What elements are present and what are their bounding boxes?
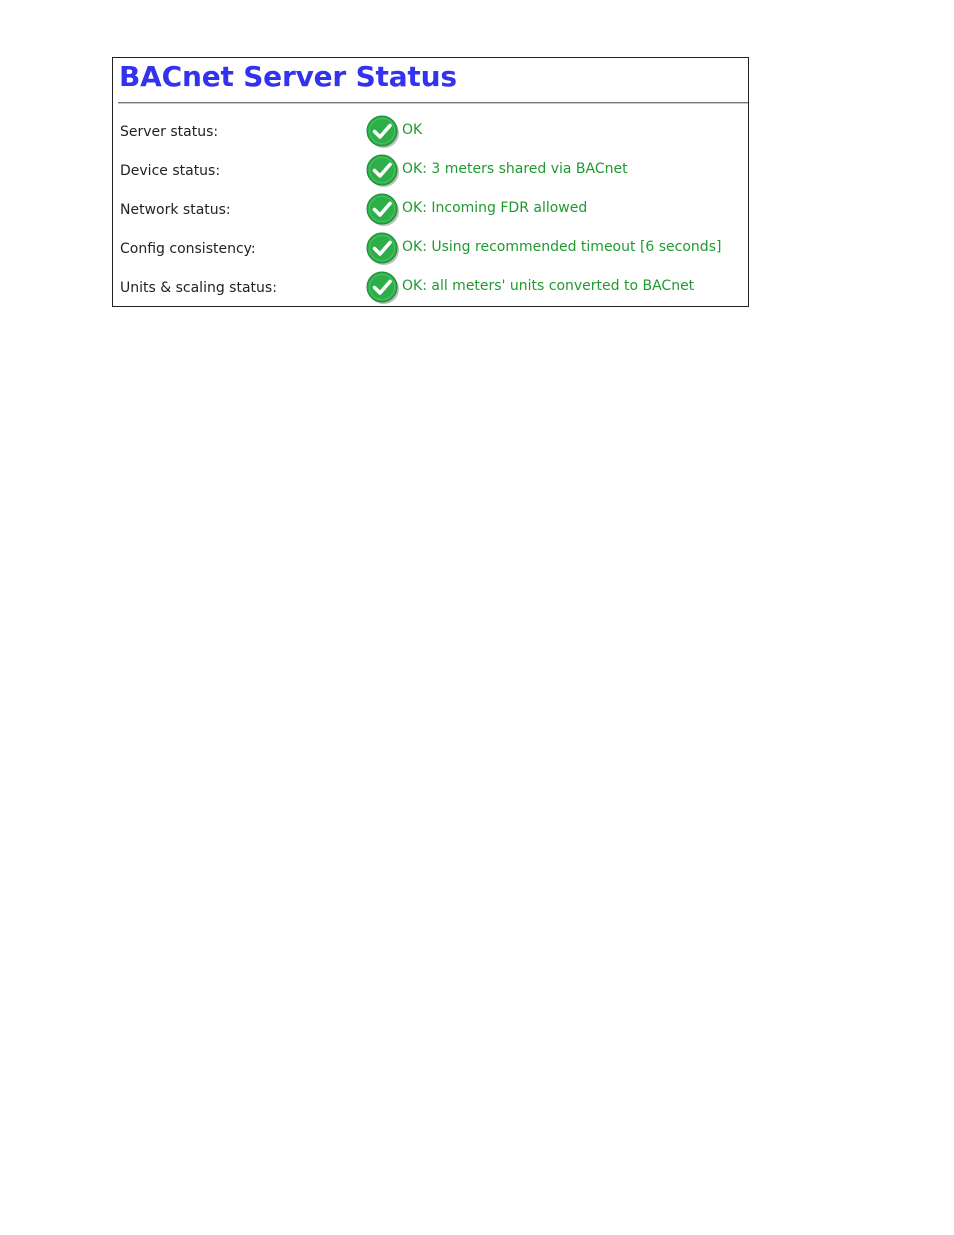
- status-row-server: [113, 115, 748, 149]
- panel-title: BACnet Server Status: [119, 60, 457, 93]
- check-circle-icon: [366, 232, 400, 266]
- status-value: OK: all meters' units converted to BACnet: [402, 278, 695, 294]
- status-value: OK: [402, 122, 423, 138]
- title-divider: [118, 102, 748, 104]
- check-circle-icon: [366, 154, 400, 188]
- status-label: Config consistency:: [120, 241, 256, 257]
- status-row-config: [113, 232, 748, 266]
- status-label: Server status:: [120, 124, 219, 140]
- status-row-network: [113, 193, 748, 227]
- status-row-device: [113, 154, 748, 188]
- status-row-units-scaling: [113, 271, 748, 305]
- status-value: OK: 3 meters shared via BACnet: [402, 161, 628, 177]
- status-label: Device status:: [120, 163, 221, 179]
- status-label: Network status:: [120, 202, 231, 218]
- check-circle-icon: [366, 271, 400, 305]
- check-circle-icon: [366, 115, 400, 149]
- status-label: Units & scaling status:: [120, 280, 277, 296]
- status-value: OK: Using recommended timeout [6 seconds]: [402, 239, 722, 255]
- status-value: OK: Incoming FDR allowed: [402, 200, 588, 216]
- check-circle-icon: [366, 193, 400, 227]
- bacnet-server-status-panel: [112, 57, 749, 307]
